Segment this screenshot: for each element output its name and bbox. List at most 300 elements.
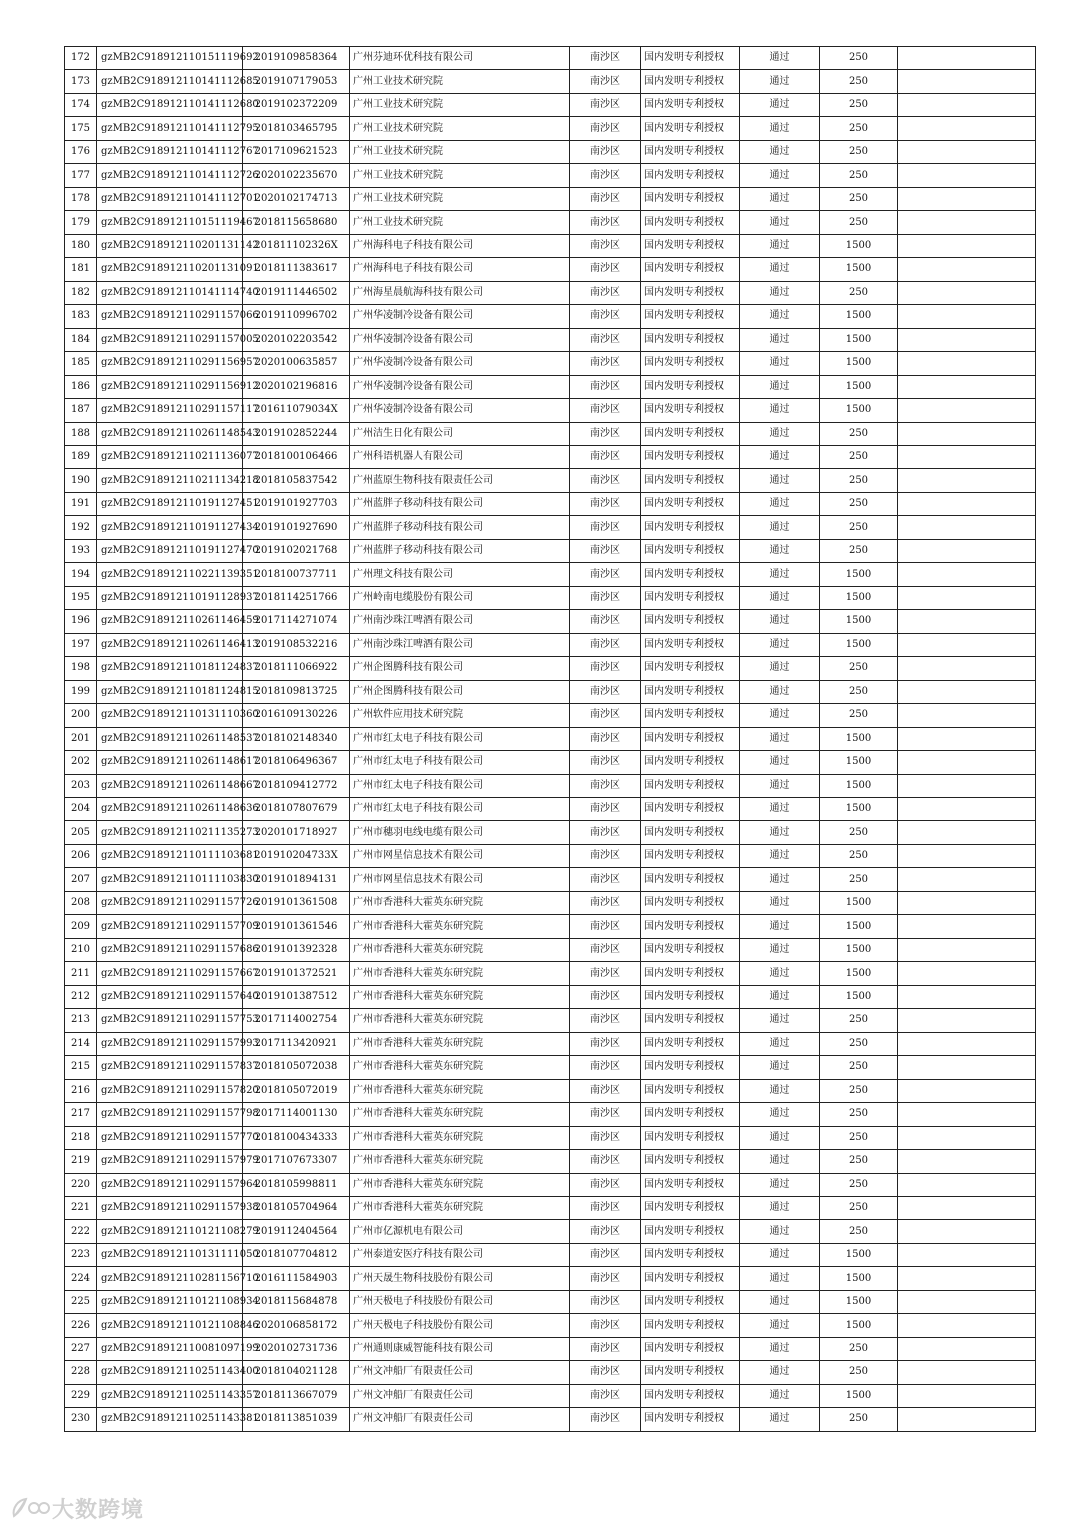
district-cell: 南沙区 <box>570 798 641 821</box>
subsidy-amount-cell: 250 <box>820 1408 898 1431</box>
district-cell: 南沙区 <box>570 891 641 914</box>
remark-cell <box>898 70 1036 93</box>
table-row <box>65 868 1036 891</box>
record-code-cell: gzMB2C918912110141112767 <box>97 140 243 163</box>
row-number-cell: 179 <box>65 211 97 234</box>
application-number-cell: 2019101361546 <box>243 915 350 938</box>
patent-type-cell: 国内发明专利授权 <box>641 516 740 539</box>
subsidy-amount-cell: 1500 <box>820 1243 898 1266</box>
application-number-cell: 2019112404564 <box>243 1220 350 1243</box>
table-row <box>65 234 1036 257</box>
remark-cell <box>898 798 1036 821</box>
district-cell: 南沙区 <box>570 633 641 656</box>
subsidy-amount-cell: 250 <box>820 868 898 891</box>
table-row <box>65 798 1036 821</box>
subsidy-amount-cell: 250 <box>820 844 898 867</box>
district-cell: 南沙区 <box>570 938 641 961</box>
district-cell: 南沙区 <box>570 1150 641 1173</box>
record-code-cell: gzMB2C918912110191128937 <box>97 586 243 609</box>
company-name-cell: 广州泰道安医疗科技有限公司 <box>350 1243 570 1266</box>
review-result-cell: 通过 <box>740 868 820 891</box>
record-code-cell: gzMB2C918912110201131091 <box>97 258 243 281</box>
company-name-cell: 广州海星晨航海科技有限公司 <box>350 281 570 304</box>
company-name-cell: 广州市香港科大霍英东研究院 <box>350 891 570 914</box>
row-number-cell: 218 <box>65 1126 97 1149</box>
row-number-cell: 197 <box>65 633 97 656</box>
review-result-cell: 通过 <box>740 539 820 562</box>
row-number-cell: 224 <box>65 1267 97 1290</box>
application-number-cell: 201910204733X <box>243 844 350 867</box>
review-result-cell: 通过 <box>740 938 820 961</box>
record-code-cell: gzMB2C918912110291157066 <box>97 305 243 328</box>
review-result-cell: 通过 <box>740 93 820 116</box>
application-number-cell: 2019101361508 <box>243 891 350 914</box>
record-code-cell: gzMB2C918912110291157640 <box>97 985 243 1008</box>
patent-type-cell: 国内发明专利授权 <box>641 774 740 797</box>
remark-cell <box>898 469 1036 492</box>
table-body <box>65 47 1036 1432</box>
patent-type-cell: 国内发明专利授权 <box>641 586 740 609</box>
application-number-cell: 2018114251766 <box>243 586 350 609</box>
row-number-cell: 175 <box>65 117 97 140</box>
table-row <box>65 492 1036 515</box>
company-name-cell: 广州市香港科大霍英东研究院 <box>350 938 570 961</box>
record-code-cell: gzMB2C918912110181124837 <box>97 657 243 680</box>
row-number-cell: 202 <box>65 751 97 774</box>
company-name-cell: 广州市香港科大霍英东研究院 <box>350 1103 570 1126</box>
patent-type-cell: 国内发明专利授权 <box>641 915 740 938</box>
remark-cell <box>898 680 1036 703</box>
remark-cell <box>898 1408 1036 1431</box>
company-name-cell: 广州天极电子科技股份有限公司 <box>350 1290 570 1313</box>
subsidy-amount-cell: 250 <box>820 1032 898 1055</box>
row-number-cell: 226 <box>65 1314 97 1337</box>
subsidy-amount-cell: 250 <box>820 1196 898 1219</box>
table-row <box>65 140 1036 163</box>
application-number-cell: 2018100434333 <box>243 1126 350 1149</box>
table-row <box>65 1314 1036 1337</box>
district-cell: 南沙区 <box>570 70 641 93</box>
subsidy-amount-cell: 250 <box>820 516 898 539</box>
subsidy-amount-cell: 250 <box>820 1126 898 1149</box>
patent-table <box>64 46 1036 1432</box>
watermark-text: 大数跨境 <box>52 1497 145 1523</box>
company-name-cell: 广州市香港科大霍英东研究院 <box>350 1032 570 1055</box>
table-row <box>65 1196 1036 1219</box>
table-row <box>65 70 1036 93</box>
subsidy-amount-cell: 1500 <box>820 375 898 398</box>
remark-cell <box>898 117 1036 140</box>
remark-cell <box>898 211 1036 234</box>
table-row <box>65 211 1036 234</box>
row-number-cell: 182 <box>65 281 97 304</box>
patent-type-cell: 国内发明专利授权 <box>641 610 740 633</box>
record-code-cell: gzMB2C918912110211134218 <box>97 469 243 492</box>
subsidy-amount-cell: 250 <box>820 704 898 727</box>
record-code-cell: gzMB2C918912110291157753 <box>97 1009 243 1032</box>
row-number-cell: 177 <box>65 164 97 187</box>
row-number-cell: 208 <box>65 891 97 914</box>
record-code-cell: gzMB2C918912110191127434 <box>97 516 243 539</box>
review-result-cell: 通过 <box>740 821 820 844</box>
remark-cell <box>898 1337 1036 1360</box>
district-cell: 南沙区 <box>570 680 641 703</box>
district-cell: 南沙区 <box>570 375 641 398</box>
patent-type-cell: 国内发明专利授权 <box>641 422 740 445</box>
subsidy-amount-cell: 250 <box>820 1079 898 1102</box>
review-result-cell: 通过 <box>740 375 820 398</box>
patent-type-cell: 国内发明专利授权 <box>641 258 740 281</box>
application-number-cell: 2020102203542 <box>243 328 350 351</box>
review-result-cell: 通过 <box>740 1196 820 1219</box>
patent-type-cell: 国内发明专利授权 <box>641 633 740 656</box>
subsidy-amount-cell: 250 <box>820 680 898 703</box>
subsidy-amount-cell: 250 <box>820 445 898 468</box>
review-result-cell: 通过 <box>740 281 820 304</box>
record-code-cell: gzMB2C918912110121108279 <box>97 1220 243 1243</box>
row-number-cell: 188 <box>65 422 97 445</box>
patent-type-cell: 国内发明专利授权 <box>641 539 740 562</box>
remark-cell <box>898 938 1036 961</box>
application-number-cell: 2018100106466 <box>243 445 350 468</box>
application-number-cell: 2019110996702 <box>243 305 350 328</box>
table-row <box>65 586 1036 609</box>
review-result-cell: 通过 <box>740 352 820 375</box>
application-number-cell: 2019109858364 <box>243 47 350 70</box>
row-number-cell: 216 <box>65 1079 97 1102</box>
company-name-cell: 广州市香港科大霍英东研究院 <box>350 962 570 985</box>
review-result-cell: 通过 <box>740 117 820 140</box>
remark-cell <box>898 1220 1036 1243</box>
remark-cell <box>898 1079 1036 1102</box>
remark-cell <box>898 844 1036 867</box>
patent-type-cell: 国内发明专利授权 <box>641 727 740 750</box>
patent-type-cell: 国内发明专利授权 <box>641 1126 740 1149</box>
application-number-cell: 2019102372209 <box>243 93 350 116</box>
company-name-cell: 广州软件应用技术研究院 <box>350 704 570 727</box>
row-number-cell: 212 <box>65 985 97 1008</box>
application-number-cell: 2019107179053 <box>243 70 350 93</box>
record-code-cell: gzMB2C918912110291157770 <box>97 1126 243 1149</box>
district-cell: 南沙区 <box>570 211 641 234</box>
application-number-cell: 2018107704812 <box>243 1243 350 1266</box>
application-number-cell: 2018115658680 <box>243 211 350 234</box>
leaf-logo-icon <box>10 1496 50 1520</box>
district-cell: 南沙区 <box>570 1079 641 1102</box>
row-number-cell: 190 <box>65 469 97 492</box>
record-code-cell: gzMB2C918912110261148617 <box>97 751 243 774</box>
patent-type-cell: 国内发明专利授权 <box>641 187 740 210</box>
table-row <box>65 1337 1036 1360</box>
patent-type-cell: 国内发明专利授权 <box>641 844 740 867</box>
subsidy-amount-cell: 250 <box>820 117 898 140</box>
patent-type-cell: 国内发明专利授权 <box>641 234 740 257</box>
company-name-cell: 广州科语机器人有限公司 <box>350 445 570 468</box>
application-number-cell: 2017109621523 <box>243 140 350 163</box>
patent-type-cell: 国内发明专利授权 <box>641 211 740 234</box>
review-result-cell: 通过 <box>740 1173 820 1196</box>
application-number-cell: 2020102196816 <box>243 375 350 398</box>
application-number-cell: 2018107807679 <box>243 798 350 821</box>
table-row <box>65 563 1036 586</box>
district-cell: 南沙区 <box>570 352 641 375</box>
row-number-cell: 210 <box>65 938 97 961</box>
district-cell: 南沙区 <box>570 187 641 210</box>
district-cell: 南沙区 <box>570 1056 641 1079</box>
table-row <box>65 962 1036 985</box>
remark-cell <box>898 1290 1036 1313</box>
patent-type-cell: 国内发明专利授权 <box>641 657 740 680</box>
patent-type-cell: 国内发明专利授权 <box>641 1150 740 1173</box>
record-code-cell: gzMB2C918912110291156912 <box>97 375 243 398</box>
remark-cell <box>898 1267 1036 1290</box>
application-number-cell: 2020102731736 <box>243 1337 350 1360</box>
table-row <box>65 1220 1036 1243</box>
district-cell: 南沙区 <box>570 492 641 515</box>
district-cell: 南沙区 <box>570 445 641 468</box>
company-name-cell: 广州天极电子科技股份有限公司 <box>350 1314 570 1337</box>
record-code-cell: gzMB2C918912110141112795 <box>97 117 243 140</box>
record-code-cell: gzMB2C918912110291157964 <box>97 1173 243 1196</box>
subsidy-amount-cell: 250 <box>820 1056 898 1079</box>
company-name-cell: 广州工业技术研究院 <box>350 140 570 163</box>
review-result-cell: 通过 <box>740 140 820 163</box>
review-result-cell: 通过 <box>740 422 820 445</box>
table-row <box>65 821 1036 844</box>
record-code-cell: gzMB2C918912110281156710 <box>97 1267 243 1290</box>
remark-cell <box>898 445 1036 468</box>
application-number-cell: 2019108532216 <box>243 633 350 656</box>
subsidy-amount-cell: 1500 <box>820 234 898 257</box>
subsidy-amount-cell: 1500 <box>820 751 898 774</box>
company-name-cell: 广州市红太电子科技有限公司 <box>350 751 570 774</box>
table-row <box>65 187 1036 210</box>
row-number-cell: 207 <box>65 868 97 891</box>
company-name-cell: 广州工业技术研究院 <box>350 117 570 140</box>
table-row <box>65 1361 1036 1384</box>
record-code-cell: gzMB2C918912110261148543 <box>97 422 243 445</box>
district-cell: 南沙区 <box>570 1243 641 1266</box>
application-number-cell: 2019101372521 <box>243 962 350 985</box>
district-cell: 南沙区 <box>570 1103 641 1126</box>
row-number-cell: 227 <box>65 1337 97 1360</box>
remark-cell <box>898 774 1036 797</box>
remark-cell <box>898 47 1036 70</box>
subsidy-amount-cell: 250 <box>820 657 898 680</box>
district-cell: 南沙区 <box>570 774 641 797</box>
record-code-cell: gzMB2C918912110131110360 <box>97 704 243 727</box>
table-row <box>65 1032 1036 1055</box>
remark-cell <box>898 1032 1036 1055</box>
row-number-cell: 199 <box>65 680 97 703</box>
application-number-cell: 2017113420921 <box>243 1032 350 1055</box>
review-result-cell: 通过 <box>740 844 820 867</box>
application-number-cell: 2020101718927 <box>243 821 350 844</box>
subsidy-amount-cell: 1500 <box>820 1314 898 1337</box>
table-row <box>65 844 1036 867</box>
table-row <box>65 1079 1036 1102</box>
district-cell: 南沙区 <box>570 1384 641 1407</box>
review-result-cell: 通过 <box>740 305 820 328</box>
remark-cell <box>898 985 1036 1008</box>
patent-type-cell: 国内发明专利授权 <box>641 1056 740 1079</box>
subsidy-amount-cell: 250 <box>820 1173 898 1196</box>
table-row <box>65 891 1036 914</box>
patent-type-cell: 国内发明专利授权 <box>641 1220 740 1243</box>
company-name-cell: 广州岭南电缆股份有限公司 <box>350 586 570 609</box>
remark-cell <box>898 375 1036 398</box>
patent-type-cell: 国内发明专利授权 <box>641 328 740 351</box>
table-row <box>65 352 1036 375</box>
remark-cell <box>898 915 1036 938</box>
district-cell: 南沙区 <box>570 1290 641 1313</box>
remark-cell <box>898 140 1036 163</box>
subsidy-amount-cell: 1500 <box>820 258 898 281</box>
table-row <box>65 539 1036 562</box>
company-name-cell: 广州理文科技有限公司 <box>350 563 570 586</box>
remark-cell <box>898 633 1036 656</box>
subsidy-amount-cell: 1500 <box>820 328 898 351</box>
remark-cell <box>898 328 1036 351</box>
subsidy-amount-cell: 250 <box>820 1103 898 1126</box>
table-row <box>65 751 1036 774</box>
company-name-cell: 广州市网星信息技术有限公司 <box>350 868 570 891</box>
company-name-cell: 广州通则康威智能科技有限公司 <box>350 1337 570 1360</box>
company-name-cell: 广州市香港科大霍英东研究院 <box>350 1079 570 1102</box>
review-result-cell: 通过 <box>740 1032 820 1055</box>
district-cell: 南沙区 <box>570 469 641 492</box>
record-code-cell: gzMB2C918912110291157117 <box>97 399 243 422</box>
company-name-cell: 广州市香港科大霍英东研究院 <box>350 1173 570 1196</box>
row-number-cell: 221 <box>65 1196 97 1219</box>
district-cell: 南沙区 <box>570 563 641 586</box>
record-code-cell: gzMB2C918912110141112701 <box>97 187 243 210</box>
row-number-cell: 180 <box>65 234 97 257</box>
table-row <box>65 1150 1036 1173</box>
remark-cell <box>898 821 1036 844</box>
review-result-cell: 通过 <box>740 1103 820 1126</box>
subsidy-amount-cell: 250 <box>820 1220 898 1243</box>
subsidy-amount-cell: 250 <box>820 1009 898 1032</box>
review-result-cell: 通过 <box>740 704 820 727</box>
remark-cell <box>898 258 1036 281</box>
row-number-cell: 173 <box>65 70 97 93</box>
row-number-cell: 189 <box>65 445 97 468</box>
patent-type-cell: 国内发明专利授权 <box>641 1337 740 1360</box>
district-cell: 南沙区 <box>570 1196 641 1219</box>
row-number-cell: 220 <box>65 1173 97 1196</box>
record-code-cell: gzMB2C918912110201131142 <box>97 234 243 257</box>
row-number-cell: 222 <box>65 1220 97 1243</box>
application-number-cell: 2018106496367 <box>243 751 350 774</box>
application-number-cell: 2018113851039 <box>243 1408 350 1431</box>
application-number-cell: 2018105072038 <box>243 1056 350 1079</box>
district-cell: 南沙区 <box>570 539 641 562</box>
remark-cell <box>898 234 1036 257</box>
row-number-cell: 192 <box>65 516 97 539</box>
review-result-cell: 通过 <box>740 187 820 210</box>
remark-cell <box>898 727 1036 750</box>
table-row <box>65 1408 1036 1431</box>
row-number-cell: 183 <box>65 305 97 328</box>
patent-type-cell: 国内发明专利授权 <box>641 704 740 727</box>
remark-cell <box>898 187 1036 210</box>
patent-type-cell: 国内发明专利授权 <box>641 492 740 515</box>
district-cell: 南沙区 <box>570 727 641 750</box>
company-name-cell: 广州南沙珠江啤酒有限公司 <box>350 610 570 633</box>
subsidy-amount-cell: 250 <box>820 164 898 187</box>
patent-type-cell: 国内发明专利授权 <box>641 821 740 844</box>
table-row <box>65 1009 1036 1032</box>
table-row <box>65 469 1036 492</box>
district-cell: 南沙区 <box>570 704 641 727</box>
remark-cell <box>898 1009 1036 1032</box>
record-code-cell: gzMB2C918912110251143381 <box>97 1408 243 1431</box>
row-number-cell: 184 <box>65 328 97 351</box>
application-number-cell: 2018111383617 <box>243 258 350 281</box>
table-row <box>65 93 1036 116</box>
patent-type-cell: 国内发明专利授权 <box>641 399 740 422</box>
row-number-cell: 174 <box>65 93 97 116</box>
remark-cell <box>898 281 1036 304</box>
remark-cell <box>898 492 1036 515</box>
company-name-cell: 广州市香港科大霍英东研究院 <box>350 1056 570 1079</box>
row-number-cell: 193 <box>65 539 97 562</box>
subsidy-amount-cell: 250 <box>820 70 898 93</box>
remark-cell <box>898 1103 1036 1126</box>
company-name-cell: 广州文冲船厂有限责任公司 <box>350 1361 570 1384</box>
review-result-cell: 通过 <box>740 563 820 586</box>
remark-cell <box>898 891 1036 914</box>
application-number-cell: 201811102326X <box>243 234 350 257</box>
application-number-cell: 2018100737711 <box>243 563 350 586</box>
patent-type-cell: 国内发明专利授权 <box>641 352 740 375</box>
patent-type-cell: 国内发明专利授权 <box>641 140 740 163</box>
record-code-cell: gzMB2C918912110151119692 <box>97 47 243 70</box>
patent-type-cell: 国内发明专利授权 <box>641 1267 740 1290</box>
company-name-cell: 广州华凌制冷设备有限公司 <box>350 328 570 351</box>
table-row <box>65 399 1036 422</box>
row-number-cell: 213 <box>65 1009 97 1032</box>
table-row <box>65 1267 1036 1290</box>
application-number-cell: 2018102148340 <box>243 727 350 750</box>
review-result-cell: 通过 <box>740 70 820 93</box>
company-name-cell: 广州市亿源机电有限公司 <box>350 1220 570 1243</box>
application-number-cell: 2019101894131 <box>243 868 350 891</box>
company-name-cell: 广州蓝胖子移动科技有限公司 <box>350 539 570 562</box>
record-code-cell: gzMB2C918912110251143400 <box>97 1361 243 1384</box>
review-result-cell: 通过 <box>740 657 820 680</box>
district-cell: 南沙区 <box>570 1032 641 1055</box>
row-number-cell: 204 <box>65 798 97 821</box>
review-result-cell: 通过 <box>740 211 820 234</box>
row-number-cell: 211 <box>65 962 97 985</box>
district-cell: 南沙区 <box>570 610 641 633</box>
review-result-cell: 通过 <box>740 516 820 539</box>
review-result-cell: 通过 <box>740 1056 820 1079</box>
district-cell: 南沙区 <box>570 1220 641 1243</box>
patent-type-cell: 国内发明专利授权 <box>641 680 740 703</box>
application-number-cell: 2017107673307 <box>243 1150 350 1173</box>
subsidy-amount-cell: 250 <box>820 93 898 116</box>
company-name-cell: 广州工业技术研究院 <box>350 93 570 116</box>
application-number-cell: 2018105704964 <box>243 1196 350 1219</box>
company-name-cell: 广州华凌制冷设备有限公司 <box>350 399 570 422</box>
subsidy-amount-cell: 1500 <box>820 586 898 609</box>
remark-cell <box>898 305 1036 328</box>
patent-type-cell: 国内发明专利授权 <box>641 891 740 914</box>
table-row <box>65 938 1036 961</box>
